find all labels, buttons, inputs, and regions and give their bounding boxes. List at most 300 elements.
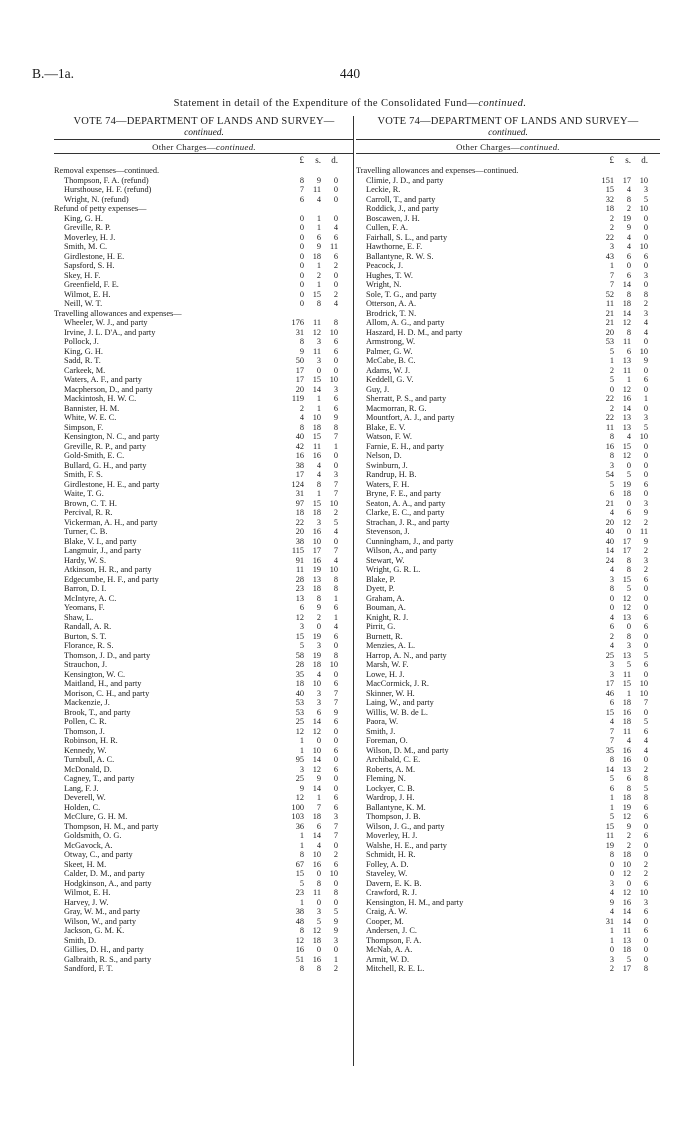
table-row xyxy=(356,537,660,547)
amount-pence: 0 xyxy=(643,631,648,641)
amount-shillings: 2 xyxy=(626,840,631,850)
amount-pence: 0 xyxy=(643,603,648,612)
amount-pence: 6 xyxy=(643,622,648,631)
table-row xyxy=(356,850,660,860)
entry-name: Mackenzie, J. xyxy=(64,698,110,707)
amount-pence: 8 xyxy=(333,584,338,593)
table-row xyxy=(356,698,660,708)
amount-shillings: 0 xyxy=(316,622,321,631)
amount-pence: 0 xyxy=(643,460,648,470)
amount-pounds: 15 xyxy=(605,185,614,194)
amount-shillings: 8 xyxy=(626,327,631,337)
entry-name: Brook, T., and party xyxy=(64,707,131,717)
table-row xyxy=(54,689,354,699)
entry-name: Skey, H. F. xyxy=(64,270,101,280)
table-row xyxy=(54,337,354,347)
entry-name: Sandford, F. T. xyxy=(64,964,114,973)
shillings-header: s. xyxy=(625,155,631,165)
amount-pounds: 17 xyxy=(295,375,304,384)
table-row xyxy=(356,280,660,290)
amount-shillings: 18 xyxy=(312,508,321,517)
vote-title: VOTE 74—DEPARTMENT OF LANDS AND SURVEY— xyxy=(73,116,335,127)
page-header xyxy=(0,66,700,86)
table-row xyxy=(356,328,660,338)
entry-name: Adams, W. J. xyxy=(366,365,411,375)
amount-shillings: 0 xyxy=(626,878,631,888)
table-row xyxy=(54,708,354,718)
entry-name: Kensington, H. M., and party xyxy=(366,897,464,907)
amount-pounds: 8 xyxy=(609,451,614,460)
table-row xyxy=(356,651,660,661)
entry-name: Fairhall, S. L., and party xyxy=(366,232,448,242)
other-charges-cont: continued. xyxy=(216,142,256,152)
amount-pence: 0 xyxy=(643,261,648,270)
amount-pence: 4 xyxy=(643,736,648,745)
amount-shillings: 4 xyxy=(626,736,631,745)
amount-pence: 0 xyxy=(643,755,648,764)
entry-name: Wilson, J. G., and party xyxy=(366,821,445,831)
amount-shillings: 18 xyxy=(622,299,631,308)
amount-pounds: 5 xyxy=(299,878,304,888)
entry-name: Menzies, A. L. xyxy=(366,641,416,650)
amount-pounds: 5 xyxy=(609,346,614,356)
amount-pence: 0 xyxy=(643,954,648,964)
amount-shillings: 4 xyxy=(316,840,321,850)
table-row xyxy=(356,499,660,509)
table-row xyxy=(356,385,660,395)
table-row xyxy=(54,432,354,442)
amount-pounds: 1 xyxy=(299,897,304,907)
amount-pounds: 1 xyxy=(299,840,304,850)
entry-name: Lang, F. J. xyxy=(64,783,99,793)
table-row xyxy=(54,774,354,784)
amount-pounds: 7 xyxy=(609,736,614,745)
amount-pounds: 2 xyxy=(609,964,614,973)
amount-shillings: 14 xyxy=(312,831,321,840)
entry-name: Shaw, L. xyxy=(64,612,94,622)
amount-pounds: 23 xyxy=(295,888,304,897)
entry-name: Roddick, J., and party xyxy=(366,204,439,213)
amount-pence: 0 xyxy=(333,783,338,793)
table-row xyxy=(54,945,354,955)
left-column xyxy=(54,116,354,974)
table-row xyxy=(356,442,660,452)
other-charges-heading xyxy=(54,142,354,153)
statement-prefix: Statement in detail of the Expenditure of the Consolidated Fund— xyxy=(173,98,479,109)
amount-pence: 10 xyxy=(639,432,648,441)
entry-name: Gray, W. M., and party xyxy=(64,907,140,916)
table-row xyxy=(356,622,660,632)
table-row xyxy=(356,366,660,376)
amount-shillings: 15 xyxy=(312,498,321,508)
table-row xyxy=(356,641,660,651)
amount-pounds: 15 xyxy=(605,821,614,831)
amount-pence: 3 xyxy=(643,270,648,280)
amount-shillings: 8 xyxy=(626,555,631,565)
amount-pence: 10 xyxy=(639,346,648,356)
amount-shillings: 18 xyxy=(622,489,631,498)
table-row xyxy=(356,955,660,965)
entry-name: Hursthouse, H. F. (refund) xyxy=(64,185,152,194)
amount-pence: 10 xyxy=(639,688,648,698)
amount-pounds: 124 xyxy=(291,479,304,489)
table-row xyxy=(54,261,354,271)
amount-pence: 2 xyxy=(333,261,338,270)
table-row xyxy=(54,917,354,927)
amount-pence: 6 xyxy=(333,251,338,261)
amount-shillings: 18 xyxy=(312,584,321,593)
amount-pence: 2 xyxy=(333,850,338,859)
amount-shillings: 14 xyxy=(312,755,321,764)
entry-name: Moverley, H. J. xyxy=(366,831,418,840)
amount-pounds: 38 xyxy=(295,460,304,470)
amount-pounds: 3 xyxy=(609,574,614,584)
table-row xyxy=(356,945,660,955)
table-row xyxy=(54,869,354,879)
amount-pence: 8 xyxy=(643,793,648,802)
amount-pence: 0 xyxy=(333,175,338,185)
amount-pence: 6 xyxy=(333,346,338,356)
amount-pence: 4 xyxy=(333,622,338,631)
amount-shillings: 1 xyxy=(316,394,321,403)
table-row xyxy=(356,423,660,433)
table-row xyxy=(54,518,354,528)
table-row xyxy=(54,299,354,309)
table-row xyxy=(356,860,660,870)
entry-name: Paora, W. xyxy=(366,717,399,726)
amount-pence: 2 xyxy=(333,289,338,299)
table-row xyxy=(54,318,354,328)
table-row xyxy=(54,413,354,423)
table-row xyxy=(54,907,354,917)
entry-name: Jackson, G. M. K. xyxy=(64,926,125,935)
entry-name: Turner, C. B. xyxy=(64,527,108,536)
amount-pence: 0 xyxy=(333,451,338,460)
amount-shillings: 18 xyxy=(622,793,631,802)
entry-name: Deverell, W. xyxy=(64,793,106,802)
amount-pounds: 6 xyxy=(299,603,304,612)
entry-name: Climie, J. D., and party xyxy=(366,175,444,185)
amount-shillings: 16 xyxy=(622,745,631,755)
amount-shillings: 6 xyxy=(626,251,631,261)
entry-name: Allom, A. G., and party xyxy=(366,318,445,327)
amount-pounds: 115 xyxy=(291,546,304,555)
amount-pounds: 11 xyxy=(606,299,614,308)
amount-pence: 2 xyxy=(333,508,338,517)
amount-shillings: 15 xyxy=(622,679,631,688)
table-row xyxy=(356,822,660,832)
amount-pence: 1 xyxy=(333,612,338,622)
amount-pence: 1 xyxy=(333,441,338,451)
amount-pounds: 25 xyxy=(295,717,304,726)
amount-pounds: 0 xyxy=(299,232,304,242)
table-row xyxy=(356,252,660,262)
table-row xyxy=(356,375,660,385)
amount-shillings: 1 xyxy=(316,213,321,223)
amount-pounds: 14 xyxy=(605,546,614,555)
amount-shillings: 7 xyxy=(316,802,321,812)
amount-shillings: 1 xyxy=(316,223,321,232)
amount-pounds: 0 xyxy=(299,251,304,261)
amount-pounds: 3 xyxy=(609,669,614,679)
amount-pounds: 2 xyxy=(609,223,614,232)
entry-name: Mackintosh, H. W. C. xyxy=(64,394,137,403)
amount-pounds: 6 xyxy=(609,489,614,498)
amount-pounds: 8 xyxy=(299,964,304,973)
amount-shillings: 6 xyxy=(626,270,631,280)
amount-shillings: 6 xyxy=(626,346,631,356)
amount-pounds: 4 xyxy=(609,565,614,574)
amount-pence: 10 xyxy=(639,175,648,185)
entry-name: Robinson, H. R. xyxy=(64,736,118,745)
amount-shillings: 0 xyxy=(316,869,321,878)
amount-pence: 0 xyxy=(333,897,338,907)
amount-pence: 6 xyxy=(333,764,338,774)
entry-name: Clarke, E. C., and party xyxy=(366,508,445,517)
amount-pounds: 1 xyxy=(609,935,614,945)
amount-shillings: 4 xyxy=(316,669,321,679)
amount-pence: 0 xyxy=(643,641,648,650)
amount-pounds: 20 xyxy=(295,527,304,536)
amount-pence: 11 xyxy=(640,527,648,536)
entry-name: Marsh, W. F. xyxy=(366,660,409,669)
table-row xyxy=(356,670,660,680)
amount-shillings: 13 xyxy=(622,650,631,660)
amount-pence: 6 xyxy=(333,232,338,242)
entry-name: Watson, F. W. xyxy=(366,432,412,441)
amount-shillings: 9 xyxy=(626,223,631,232)
amount-pounds: 38 xyxy=(295,907,304,916)
amount-pounds: 13 xyxy=(295,593,304,603)
amount-shillings: 0 xyxy=(626,460,631,470)
amount-shillings: 14 xyxy=(312,384,321,394)
table-row xyxy=(356,679,660,689)
amount-shillings: 14 xyxy=(622,308,631,318)
entry-name: Otterson, A. A. xyxy=(366,299,417,308)
entry-name: Maitland, H., and party xyxy=(64,679,142,688)
amount-pence: 2 xyxy=(643,517,648,527)
amount-pounds: 67 xyxy=(295,859,304,869)
amount-shillings: 19 xyxy=(312,565,321,574)
table-row xyxy=(54,736,354,746)
amount-shillings: 10 xyxy=(312,536,321,546)
amount-pounds: 48 xyxy=(295,916,304,926)
amount-pence: 0 xyxy=(643,840,648,850)
amount-pence: 10 xyxy=(639,888,648,897)
table-row xyxy=(54,404,354,414)
amount-pence: 3 xyxy=(643,308,648,318)
amount-shillings: 13 xyxy=(622,935,631,945)
entry-name: Randall, A. R. xyxy=(64,622,112,631)
amount-pence: 5 xyxy=(333,907,338,916)
entry-name: Crawford, R. J. xyxy=(366,888,417,897)
amount-pounds: 7 xyxy=(609,280,614,289)
amount-pounds: 0 xyxy=(299,242,304,251)
amount-shillings: 18 xyxy=(312,251,321,261)
table-row xyxy=(54,214,354,224)
amount-pence: 0 xyxy=(333,536,338,546)
other-charges-heading xyxy=(356,142,660,153)
amount-shillings: 17 xyxy=(312,546,321,555)
table-row xyxy=(356,898,660,908)
amount-pence: 0 xyxy=(643,232,648,242)
amount-shillings: 6 xyxy=(316,707,321,717)
table-row xyxy=(54,280,354,290)
amount-pounds: 1 xyxy=(609,802,614,812)
entry-name: Wright, G. R. L. xyxy=(366,565,421,574)
amount-shillings: 11 xyxy=(313,185,321,194)
amount-shillings: 1 xyxy=(316,261,321,270)
amount-shillings: 17 xyxy=(622,546,631,555)
amount-pounds: 119 xyxy=(291,394,304,403)
table-row xyxy=(54,755,354,765)
amount-pounds: 2 xyxy=(609,213,614,223)
entry-name: Davern, E. K. B. xyxy=(366,878,422,888)
amount-pounds: 16 xyxy=(295,451,304,460)
amount-pounds: 4 xyxy=(609,717,614,726)
amount-pounds: 53 xyxy=(295,698,304,707)
amount-shillings: 1 xyxy=(626,688,631,698)
table-row xyxy=(54,204,354,214)
amount-pence: 3 xyxy=(333,470,338,479)
entry-name: Langmuir, J., and party xyxy=(64,546,142,555)
amount-pounds: 19 xyxy=(605,840,614,850)
amount-shillings: 11 xyxy=(313,318,321,327)
amount-shillings: 6 xyxy=(626,774,631,783)
table-row xyxy=(54,746,354,756)
table-row xyxy=(54,565,354,575)
entry-name: McIntyre, A. C. xyxy=(64,593,117,603)
entry-name: McCabe, B. C. xyxy=(366,356,416,365)
amount-pounds: 18 xyxy=(605,204,614,213)
entry-name: Edgecumbe, H. F., and party xyxy=(64,574,159,584)
amount-pence: 4 xyxy=(643,327,648,337)
table-row xyxy=(54,584,354,594)
amount-pence: 0 xyxy=(643,451,648,460)
amount-pounds: 5 xyxy=(609,812,614,821)
amount-pence: 6 xyxy=(333,793,338,802)
amount-pence: 0 xyxy=(643,584,648,593)
amount-shillings: 14 xyxy=(312,717,321,726)
amount-pence: 4 xyxy=(333,527,338,536)
entry-name: Holden, C. xyxy=(64,802,101,812)
amount-pounds: 54 xyxy=(605,470,614,479)
table-row xyxy=(54,594,354,604)
amount-pounds: 31 xyxy=(295,489,304,498)
amount-pounds: 8 xyxy=(609,584,614,593)
amount-shillings: 2 xyxy=(316,612,321,622)
entry-name: McDonald, D. xyxy=(64,764,112,774)
entry-name: Haszard, H. D. M., and party xyxy=(366,327,463,337)
amount-pounds: 5 xyxy=(299,641,304,650)
amount-pence: 3 xyxy=(333,812,338,821)
amount-pence: 5 xyxy=(643,717,648,726)
amount-pence: 6 xyxy=(643,574,648,584)
amount-shillings: 10 xyxy=(622,859,631,869)
entry-name: Sole, T. G., and party xyxy=(366,289,437,299)
entry-name: Guy, J. xyxy=(366,384,390,394)
table-row xyxy=(54,185,354,195)
entry-name: Strauchon, J. xyxy=(64,660,108,669)
amount-pence: 0 xyxy=(643,365,648,375)
amount-shillings: 6 xyxy=(316,821,321,831)
amount-shillings: 9 xyxy=(316,242,321,251)
entry-name: Randrup, H. B. xyxy=(366,470,417,479)
table-row xyxy=(356,432,660,442)
entry-name: Stevenson, J. xyxy=(366,527,410,536)
entry-name: Thomson, J. D., and party xyxy=(64,650,151,660)
entry-name: Irvine, J. L. D'A., and party xyxy=(64,327,156,337)
entry-name: Thompson, J. B. xyxy=(366,812,421,821)
amount-shillings: 14 xyxy=(622,907,631,916)
amount-pounds: 3 xyxy=(609,660,614,669)
entry-name: Thompson, H. M., and party xyxy=(64,821,159,831)
amount-pence: 3 xyxy=(643,498,648,508)
amount-pounds: 4 xyxy=(609,907,614,916)
amount-pence: 4 xyxy=(333,223,338,232)
amount-pounds: 12 xyxy=(295,612,304,622)
amount-shillings: 13 xyxy=(622,764,631,774)
entry-name: Roberts, A. M. xyxy=(366,764,416,774)
amount-shillings: 5 xyxy=(626,660,631,669)
rule xyxy=(54,153,354,154)
table-row xyxy=(54,632,354,642)
amount-pounds: 16 xyxy=(295,945,304,954)
amount-pence: 7 xyxy=(333,489,338,498)
right-column xyxy=(356,116,660,974)
entry-name: Otway, C., and party xyxy=(64,850,133,859)
amount-pence: 6 xyxy=(643,479,648,489)
table-row xyxy=(54,556,354,566)
amount-shillings: 5 xyxy=(626,584,631,593)
amount-shillings: 1 xyxy=(626,375,631,384)
amount-pounds: 2 xyxy=(609,403,614,413)
entry-name: White, W. E. C. xyxy=(64,413,117,422)
amount-pence: 7 xyxy=(333,698,338,707)
entry-name: Thompson, F. A. xyxy=(366,935,422,945)
amount-pounds: 6 xyxy=(609,622,614,631)
amount-shillings: 4 xyxy=(316,470,321,479)
amount-pounds: 28 xyxy=(295,660,304,669)
amount-pounds: 5 xyxy=(609,479,614,489)
amount-pounds: 4 xyxy=(609,641,614,650)
amount-pence: 6 xyxy=(333,403,338,413)
table-row xyxy=(54,508,354,518)
amount-pounds: 35 xyxy=(605,745,614,755)
entry-name: Bullard, G. H., and party xyxy=(64,460,147,470)
table-row xyxy=(54,233,354,243)
table-row xyxy=(54,822,354,832)
amount-pounds: 0 xyxy=(299,261,304,270)
amount-pence: 0 xyxy=(333,669,338,679)
amount-pounds: 40 xyxy=(295,432,304,441)
amount-pounds: 3 xyxy=(299,764,304,774)
amount-pounds: 11 xyxy=(296,565,304,574)
amount-pounds: 20 xyxy=(605,517,614,527)
amount-shillings: 1 xyxy=(316,793,321,802)
table-row xyxy=(356,309,660,319)
amount-pounds: 36 xyxy=(295,821,304,831)
amount-shillings: 12 xyxy=(622,384,631,394)
amount-pence: 5 xyxy=(643,194,648,204)
amount-shillings: 9 xyxy=(626,821,631,831)
entry-name: Wilmot, E. H. xyxy=(64,289,111,299)
table-row xyxy=(356,546,660,556)
entry-name: Blake, E. V. xyxy=(366,422,406,432)
amount-shillings: 8 xyxy=(626,289,631,299)
amount-pounds: 1 xyxy=(609,926,614,935)
amount-shillings: 14 xyxy=(312,783,321,793)
